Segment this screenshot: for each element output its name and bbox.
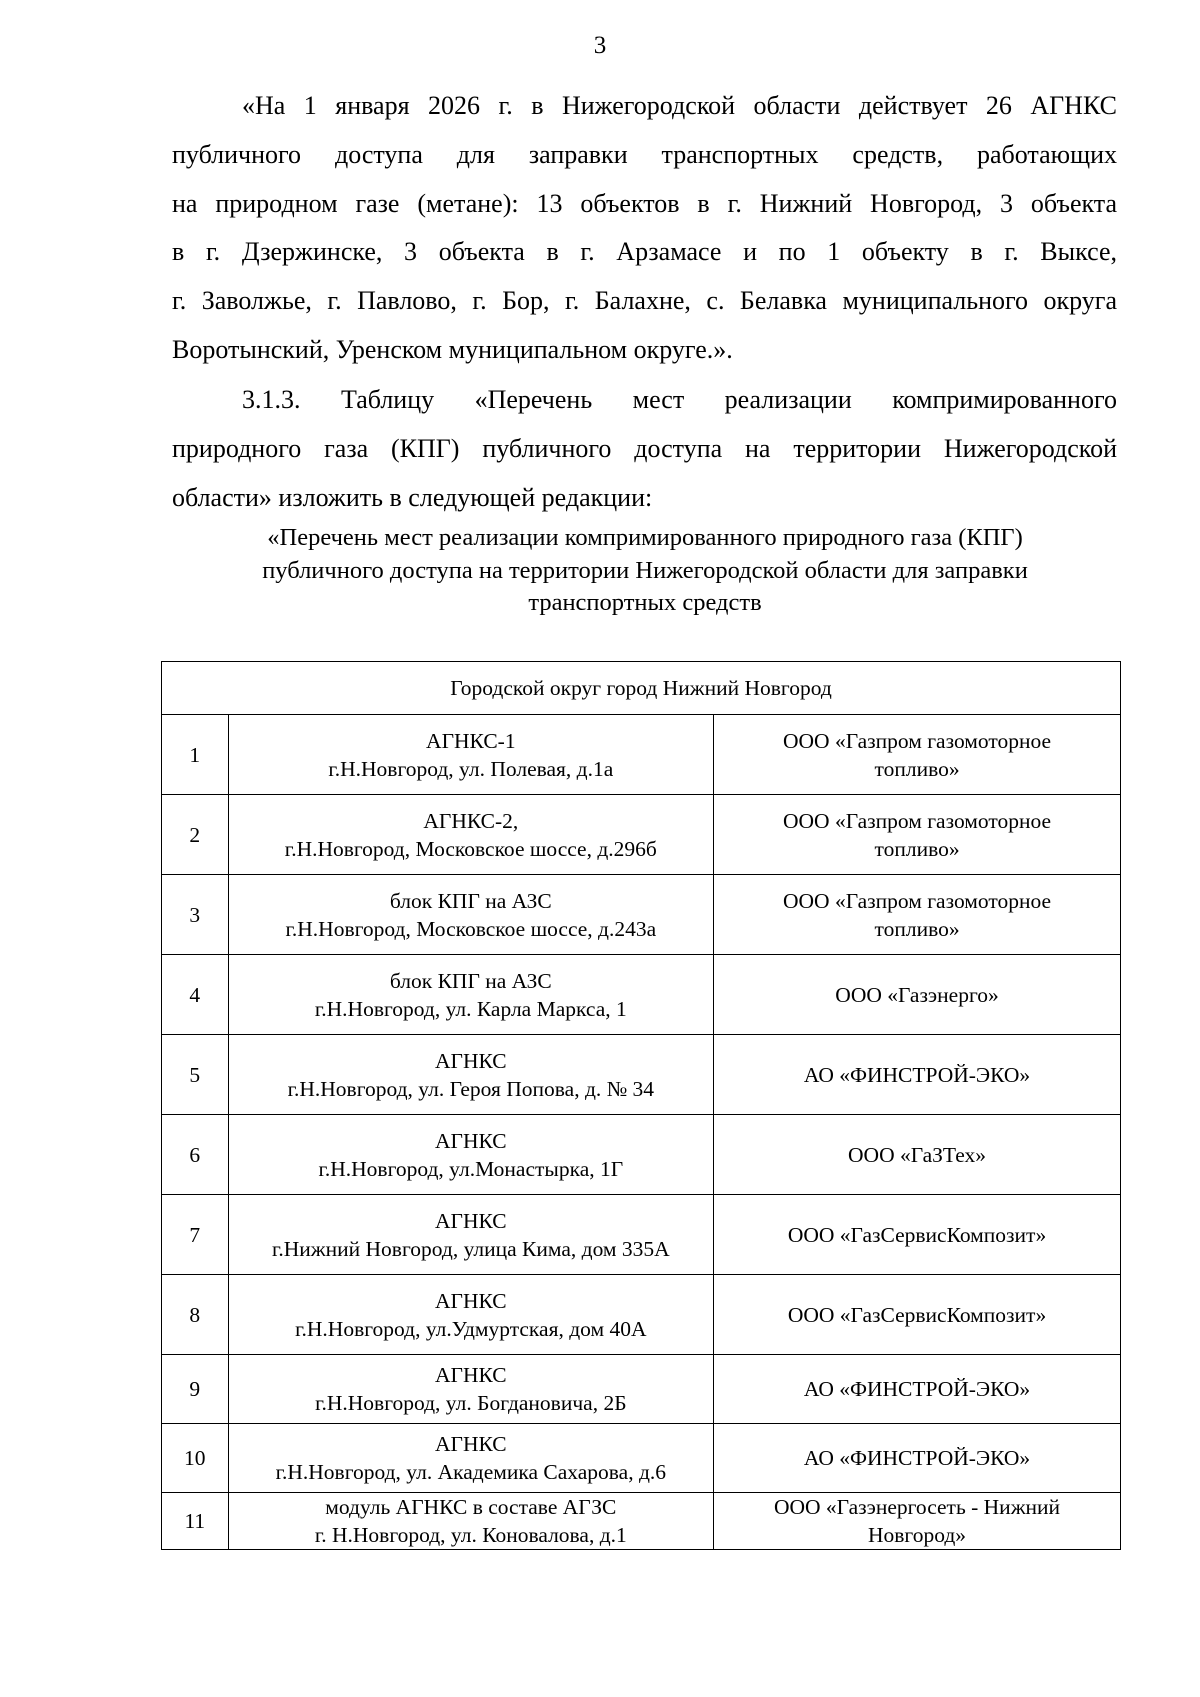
station-address: г.Н.Новгород, ул. Академика Сахарова, д.6 bbox=[275, 1460, 667, 1484]
station-name: АГНКС bbox=[435, 1048, 507, 1073]
operator-cell bbox=[714, 875, 1121, 955]
station-name: АГНКС-2, bbox=[423, 808, 519, 833]
operator-name: ООО «Газэнергосеть - Нижний bbox=[773, 1495, 1061, 1519]
operator-name: ООО «ГаЗТех» bbox=[848, 1142, 987, 1167]
station-name: АГНКС bbox=[435, 1128, 507, 1153]
table-row bbox=[162, 1195, 1121, 1275]
operator-cell bbox=[714, 1035, 1121, 1115]
station-name: АГНКС bbox=[435, 1363, 507, 1387]
operator-cell bbox=[714, 1355, 1121, 1424]
row-number: 6 bbox=[162, 1115, 229, 1195]
table-row bbox=[162, 1275, 1121, 1355]
station-address: г.Н.Новгород, ул. Полевая, д.1а bbox=[328, 756, 614, 781]
station-cell bbox=[228, 1424, 713, 1493]
station-cell bbox=[228, 1035, 713, 1115]
station-address: г.Н.Новгород, ул. Богдановича, 2Б bbox=[315, 1391, 627, 1415]
station-cell bbox=[228, 955, 713, 1035]
table-row bbox=[162, 875, 1121, 955]
operator-name: ООО «Газпром газомоторное bbox=[783, 808, 1052, 833]
table-title-line: публичного доступа на территории Нижегородской области для заправки bbox=[262, 556, 1028, 584]
text-line: природного газа (КПГ) публичного доступа на территории Нижегородской bbox=[172, 433, 1117, 463]
station-cell bbox=[228, 1493, 713, 1550]
table-row bbox=[162, 955, 1121, 1035]
station-cell bbox=[228, 1355, 713, 1424]
row-number: 11 bbox=[162, 1493, 229, 1550]
station-address: г.Н.Новгород, Московское шоссе, д.243а bbox=[285, 916, 657, 941]
row-number: 8 bbox=[162, 1275, 229, 1355]
cng-stations-table bbox=[161, 661, 1121, 1550]
table-row bbox=[162, 1355, 1121, 1424]
page-number: 3 bbox=[593, 32, 607, 59]
operator-name: ООО «Газпром газомоторное bbox=[783, 888, 1052, 913]
station-cell bbox=[228, 875, 713, 955]
section-header: Городской округ город Нижний Новгород bbox=[162, 662, 1121, 715]
row-number: 4 bbox=[162, 955, 229, 1035]
station-name: блок КПГ на АЗС bbox=[389, 968, 552, 993]
row-number: 7 bbox=[162, 1195, 229, 1275]
station-address: г.Н.Новгород, Московское шоссе, д.296б bbox=[284, 836, 657, 861]
text-line: 3.1.3. Таблицу «Перечень мест реализации компримированного bbox=[242, 385, 1117, 414]
text-line: Воротынский, Уренском муниципальном округе.». bbox=[172, 334, 733, 364]
row-number: 5 bbox=[162, 1035, 229, 1115]
operator-name: ООО «Газэнерго» bbox=[835, 982, 999, 1007]
station-cell bbox=[228, 715, 713, 795]
text-line: г. Заволжье, г. Павлово, г. Бор, г. Балахне, с. Белавка муниципального округа bbox=[172, 286, 1117, 316]
station-name: модуль АГНКС в составе АГЗС bbox=[325, 1495, 617, 1519]
table-title bbox=[150, 522, 1140, 620]
text-line: в г. Дзержинске, 3 объекта в г. Арзамасе и по 1 объекту в г. Выксе, bbox=[172, 237, 1117, 267]
row-number: 9 bbox=[162, 1355, 229, 1424]
operator-name-cont: топливо» bbox=[874, 836, 960, 861]
operator-cell bbox=[714, 715, 1121, 795]
station-address: г.Н.Новгород, ул.Удмуртская, дом 40А bbox=[295, 1316, 647, 1341]
table-title-line: «Перечень мест реализации компримированного природного газа (КПГ) bbox=[267, 524, 1023, 551]
station-cell bbox=[228, 1275, 713, 1355]
operator-name-cont: Новгород» bbox=[868, 1523, 967, 1547]
text-line: на природном газе (метане): 13 объектов в г. Нижний Новгород, 3 объекта bbox=[172, 188, 1117, 218]
station-address: г.Н.Новгород, ул. Карла Маркса, 1 bbox=[314, 996, 627, 1021]
operator-name: АО «ФИНСТРОЙ-ЭКО» bbox=[803, 1377, 1031, 1401]
station-name: АГНКС-1 bbox=[426, 728, 516, 753]
operator-cell bbox=[714, 795, 1121, 875]
row-number: 2 bbox=[162, 795, 229, 875]
row-number: 10 bbox=[162, 1424, 229, 1493]
station-name: АГНКС bbox=[435, 1432, 507, 1456]
operator-cell bbox=[714, 1424, 1121, 1493]
paragraph-table-amendment bbox=[172, 376, 1117, 522]
operator-name: ООО «Газпром газомоторное bbox=[783, 728, 1052, 753]
operator-cell bbox=[714, 1195, 1121, 1275]
station-address: г.Н.Новгород, ул. Героя Попова, д. № 34 bbox=[287, 1076, 655, 1101]
station-address: г. Н.Новгород, ул. Коновалова, д.1 bbox=[314, 1523, 627, 1547]
station-address: г.Н.Новгород, ул.Монастырка, 1Г bbox=[318, 1156, 624, 1181]
text-line: публичного доступа для заправки транспортных средств, работающих bbox=[172, 139, 1117, 169]
operator-name: ООО «ГазСервисКомпозит» bbox=[787, 1302, 1047, 1327]
station-name: АГНКС bbox=[435, 1288, 507, 1313]
operator-cell bbox=[714, 1115, 1121, 1195]
operator-name: АО «ФИНСТРОЙ-ЭКО» bbox=[803, 1446, 1031, 1470]
text-line: области» изложить в следующей редакции: bbox=[172, 482, 653, 512]
table-row bbox=[162, 1115, 1121, 1195]
station-name: блок КПГ на АЗС bbox=[389, 888, 552, 913]
station-cell bbox=[228, 795, 713, 875]
operator-cell bbox=[714, 1493, 1121, 1550]
operator-cell bbox=[714, 955, 1121, 1035]
table-row bbox=[162, 1493, 1121, 1550]
operator-cell bbox=[714, 1275, 1121, 1355]
station-address: г.Нижний Новгород, улица Кима, дом 335А bbox=[271, 1236, 670, 1261]
table-title-line: транспортных средств bbox=[528, 589, 762, 616]
text-line: «На 1 января 2026 г. в Нижегородской области действует 26 АГНКС bbox=[242, 91, 1117, 120]
row-number: 3 bbox=[162, 875, 229, 955]
row-number: 1 bbox=[162, 715, 229, 795]
operator-name-cont: топливо» bbox=[874, 756, 960, 781]
station-name: АГНКС bbox=[435, 1208, 507, 1233]
table-row bbox=[162, 715, 1121, 795]
operator-name: ООО «ГазСервисКомпозит» bbox=[787, 1222, 1047, 1247]
operator-name-cont: топливо» bbox=[874, 916, 960, 941]
table-row bbox=[162, 1035, 1121, 1115]
paragraph-agnks-count bbox=[172, 82, 1117, 375]
section-header-row bbox=[162, 662, 1121, 715]
table-row bbox=[162, 795, 1121, 875]
station-cell bbox=[228, 1115, 713, 1195]
table-row bbox=[162, 1424, 1121, 1493]
station-cell bbox=[228, 1195, 713, 1275]
operator-name: АО «ФИНСТРОЙ-ЭКО» bbox=[803, 1062, 1031, 1087]
